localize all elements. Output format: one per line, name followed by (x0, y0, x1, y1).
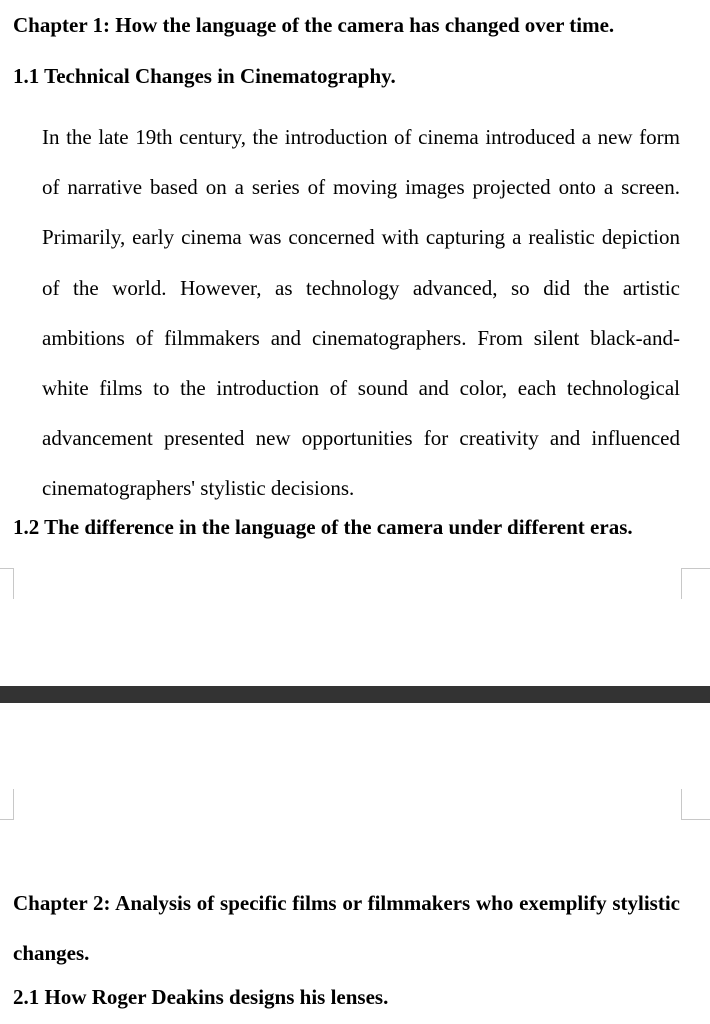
page-corner-mark-bottom-left (0, 568, 14, 599)
section-2-1-heading: 2.1 How Roger Deakins designs his lenses. (13, 985, 389, 1009)
page-corner-mark-bottom-right (681, 568, 710, 599)
page-corner-mark-top-left (0, 789, 14, 820)
section-1-1-paragraph: In the late 19th century, the introduction of cinema introduced a new form of narrative based on a series of moving images projected onto a screen. Primarily, early cinema was concerned with capturing a realistic depiction of the world. However, as technology advanced, so did the artistic ambitions of filmmakers and cinematographers. From silent black-and-white films to the introduction of sound and color, each technological advancement presented new opportunities for creativity and influenced cinematographers' stylistic decisions. (42, 125, 680, 501)
page-corner-mark-top-right (681, 789, 710, 820)
chapter-2-heading: Chapter 2: Analysis of specific films or filmmakers who exemplify stylistic changes. (13, 891, 680, 965)
page-break-separator (0, 686, 710, 703)
section-1-1-heading: 1.1 Technical Changes in Cinematography. (13, 64, 396, 88)
section-1-2-heading: 1.2 The difference in the language of the camera under different eras. (13, 515, 633, 539)
chapter-1-heading: Chapter 1: How the language of the camera has changed over time. (13, 13, 615, 37)
